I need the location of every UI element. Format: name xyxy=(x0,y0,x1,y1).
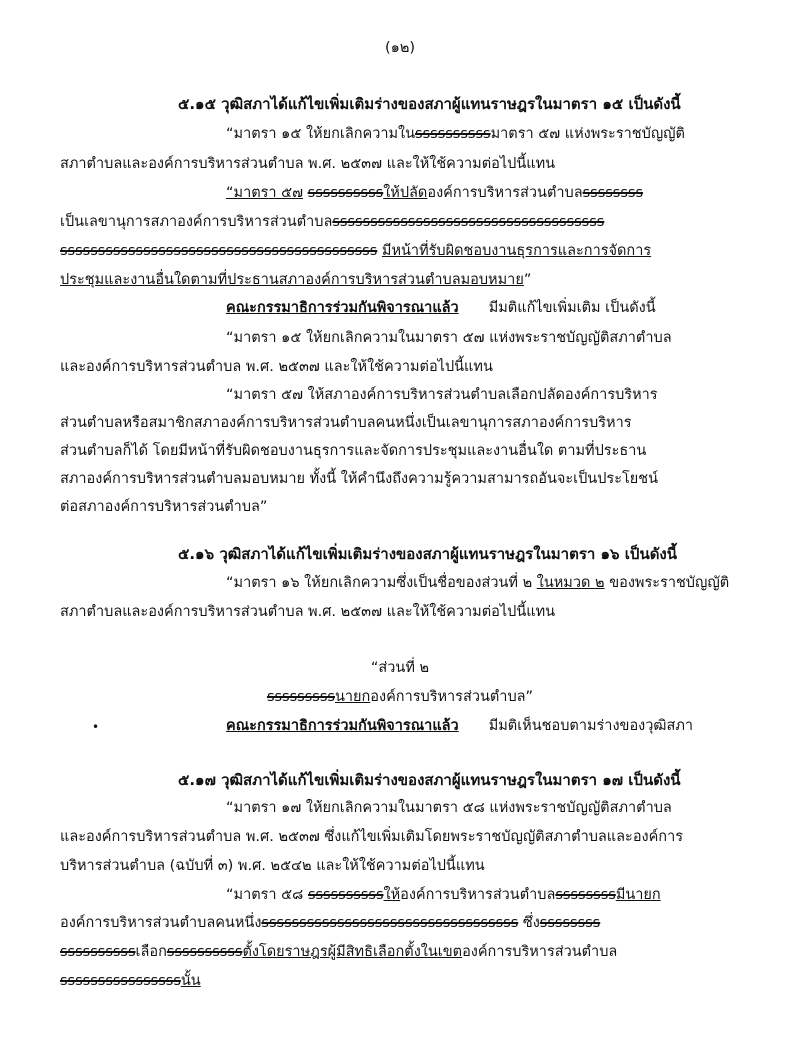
section-5-16-heading: ๕.๑๖ วุฒิสภาได้แก้ไขเพิ่มเติมร่างของสภาผู้แทนราษฎรในมาตรา ๑๖ เป็นดังนี้ xyxy=(178,545,678,563)
committee-1-line-3: “มาตรา ๕๗ ให้สภาองค์การบริหารส่วนตำบลเลือกปลัดองค์การบริหาร xyxy=(226,387,658,403)
section-5-15-line-5: ssssssssssssssssssssssssssssssssssssssssss มีหน้าที่รับผิดชอบงานธุรการและการจัดการ xyxy=(60,243,652,259)
section-5-15-line-6: ประชุมและงานอื่นใดตามที่ประธานสภาองค์การบริหารส่วนตำบลมอบหมาย” xyxy=(60,272,532,288)
section-5-15-heading: ๕.๑๕ วุฒิสภาได้แก้ไขเพิ่มเติมร่างของสภาผู้แทนราษฎรในมาตรา ๑๕ เป็นดังนี้ xyxy=(178,95,681,113)
committee-1-line: คณะกรรมาธิการร่วมกันพิจารณาแล้ว มีมติแก้ไขเพิ่มเติม เป็นดังนี้ xyxy=(226,300,656,316)
section-5-15-line-4: เป็นเลขานุการสภาองค์การบริหารส่วนตำบลssssssssssssssssssssssssssssssssssss xyxy=(60,214,605,230)
part-2-title: “ส่วนที่ ๒ xyxy=(370,660,430,676)
section-5-15-line-1: “มาตรา ๑๕ ให้ยกเลิกความในssssssssssมาตรา ๕๗ แห่งพระราชบัญญัติ xyxy=(226,126,685,142)
committee-1-line-2: และองค์การบริหารส่วนตำบล พ.ศ. ๒๕๓๗ และให้ใช้ความต่อไปนี้แทน xyxy=(60,359,493,375)
committee-1-line-4: ส่วนตำบลหรือสมาชิกสภาองค์การบริหารส่วนตำบลคนหนึ่งเป็นเลขานุการสภาองค์การบริหาร xyxy=(60,415,632,431)
section-5-15-line-3: “มาตรา ๕๗ ssssssssssให้ปลัดองค์การบริหารส่วนตำบลssssssss xyxy=(226,185,644,201)
section-5-17-line-5: องค์การบริหารส่วนตำบลคนหนึ่งssssssssssssssssssssssssssssssssss ซึ่งssssssss xyxy=(60,915,601,931)
bullet-mark: • xyxy=(92,720,100,734)
section-5-17-line-7: ssssssssssssssssนั้น xyxy=(60,973,201,989)
section-5-16-line-2: สภาตำบลและองค์การบริหารส่วนตำบล พ.ศ. ๒๕๓๗ และให้ใช้ความต่อไปนี้แทน xyxy=(60,604,556,620)
section-5-16-line-1: “มาตรา ๑๖ ให้ยกเลิกความซึ่งเป็นชื่อของส่วนที่ ๒ ในหมวด ๒ ของพระราชบัญญัติ xyxy=(226,575,730,591)
committee-1-line-6: สภาองค์การบริหารส่วนตำบลมอบหมาย ทั้งนี้ ให้คำนึงถึงความรู้ความสามารถอันจะเป็นประโยชน์ xyxy=(60,471,659,487)
committee-2-line: คณะกรรมาธิการร่วมกันพิจารณาแล้ว มีมติเห็นชอบตามร่างของวุฒิสภา xyxy=(226,718,694,734)
section-5-17-line-1: “มาตรา ๑๗ ให้ยกเลิกความในมาตรา ๕๘ แห่งพระราชบัญญัติสภาตำบล xyxy=(226,800,672,816)
section-5-17-line-3: บริหารส่วนตำบล (ฉบับที่ ๓) พ.ศ. ๒๕๔๒ และให้ใช้ความต่อไปนี้แทน xyxy=(60,858,485,874)
section-5-15-line-2: สภาตำบลและองค์การบริหารส่วนตำบล พ.ศ. ๒๕๓๗ และให้ใช้ความต่อไปนี้แทน xyxy=(60,156,556,172)
section-5-17-heading: ๕.๑๗ วุฒิสภาได้แก้ไขเพิ่มเติมร่างของสภาผู้แทนราษฎรในมาตรา ๑๗ เป็นดังนี้ xyxy=(178,771,681,789)
section-5-17-line-6: ssssssssssเลือกssssssssssตั้งโดยราษฎรผู้มีสิทธิเลือกตั้งในเขตองค์การบริหารส่วนตำบล xyxy=(60,944,618,960)
committee-1-line-1: “มาตรา ๑๕ ให้ยกเลิกความในมาตรา ๕๗ แห่งพระราชบัญญัติสภาตำบล xyxy=(226,330,672,346)
page-number: (๑๒) xyxy=(384,40,416,56)
section-5-17-line-2: และองค์การบริหารส่วนตำบล พ.ศ. ๒๕๓๗ ซึ่งแก้ไขเพิ่มเติมโดยพระราชบัญญัติสภาตำบลและองค์การ xyxy=(60,829,684,845)
committee-1-line-5: ส่วนตำบลก็ได้ โดยมีหน้าที่รับผิดชอบงานธุรการและจัดการประชุมและงานอื่นใด ตามที่ประธาน xyxy=(60,443,647,459)
part-2-subtitle: sssssssssนายกองค์การบริหารส่วนตำบล” xyxy=(266,689,534,705)
section-5-17-line-4: “มาตรา ๕๘ ssssssssssให้องค์การบริหารส่วนตำบลssssssssมีนายก xyxy=(226,887,661,903)
committee-1-line-7: ต่อสภาองค์การบริหารส่วนตำบล” xyxy=(60,499,268,515)
